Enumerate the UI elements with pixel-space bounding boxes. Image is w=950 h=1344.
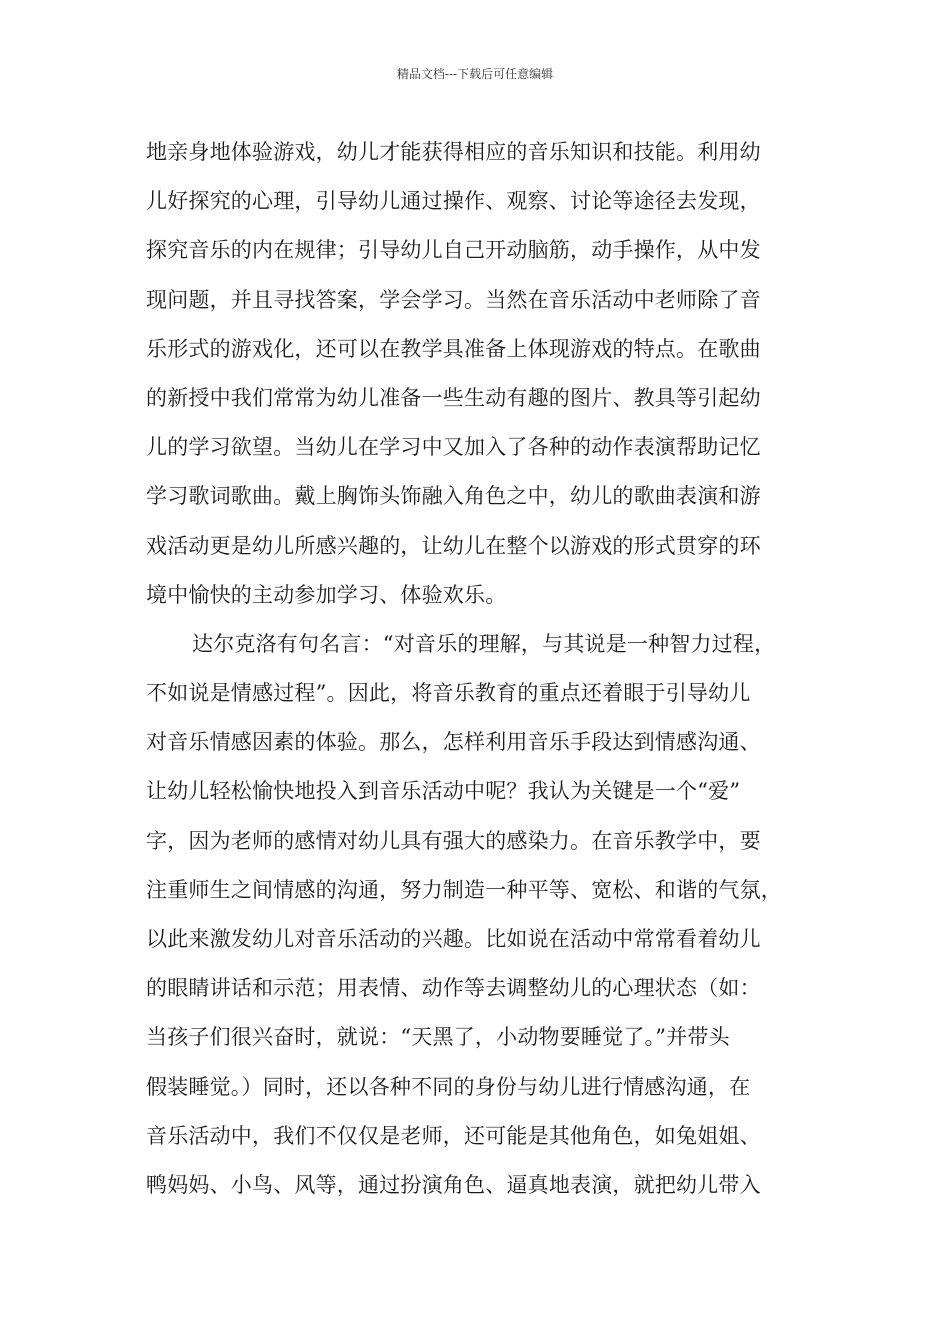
text-line: 假装睡觉。）同时，还以各种不同的身份与幼儿进行情感沟通，在 [146,1074,751,1099]
text-line: 儿好探究的心理，引导幼儿通过操作、观察、讨论等途径去发现， [146,189,761,214]
text-line: 当孩子们很兴奋时，就说：“天黑了，小动物要睡觉了。”并带头 [146,1025,730,1050]
text-line: 地亲身地体验游戏，幼儿才能获得相应的音乐知识和技能。利用幼 [146,140,761,164]
text-line: 学习歌词歌曲。戴上胸饰头饰融入角色之中，幼儿的歌曲表演和游 [146,484,761,509]
text-line: 的眼睛讲话和示范；用表情、动作等去调整幼儿的心理状态（如： [146,976,761,1001]
text-line: 现问题，并且寻找答案，学会学习。当然在音乐活动中老师除了音 [146,287,761,312]
text-line: 不如说是情感过程”。因此，将音乐教育的重点还着眼于引导幼儿 [146,681,751,706]
text-line: 戏活动更是幼儿所感兴趣的，让幼儿在整个以游戏的形式贯穿的环 [146,533,761,558]
text-line: 注重师生之间情感的沟通，努力制造一种平等、宽松、和谐的气氛， [146,877,782,902]
text-line: 儿的学习欲望。当幼儿在学习中又加入了各种的动作表演帮助记忆 [146,435,761,460]
text-line: 探究音乐的内在规律；引导幼儿自己开动脑筋，动手操作，从中发 [146,238,761,263]
paragraph-first-line: 达尔克洛有句名言：“对音乐的理解，与其说是一种智力过程， [192,631,776,656]
text-line: 以此来激发幼儿对音乐活动的兴趣。比如说在活动中常常看着幼儿 [146,927,761,951]
text-line: 让幼儿轻松愉快地投入到音乐活动中呢？我认为关键是一个“爱” [146,779,741,804]
text-line: 境中愉快的主动参加学习、体验欢乐。 [146,582,507,607]
page-header: 精品文档---下载后可任意编辑 [396,67,554,81]
text-line: 的新授中我们常常为幼儿准备一些生动有趣的图片、教具等引起幼 [146,385,761,410]
text-line: 音乐活动中，我们不仅仅是老师，还可能是其他角色，如兔姐姐、 [146,1123,761,1148]
text-line: 字，因为老师的感情对幼儿具有强大的感染力。在音乐教学中，要 [146,828,761,853]
text-line: 对音乐情感因素的体验。那么，怎样利用音乐手段达到情感沟通、 [146,730,761,755]
document-body [146,132,836,1214]
text-line: 乐形式的游戏化，还可以在教学具准备上体现游戏的特点。在歌曲 [146,336,761,361]
text-line: 鸭妈妈、小鸟、风等，通过扮演角色、逼真地表演，就把幼儿带入 [146,1172,761,1197]
